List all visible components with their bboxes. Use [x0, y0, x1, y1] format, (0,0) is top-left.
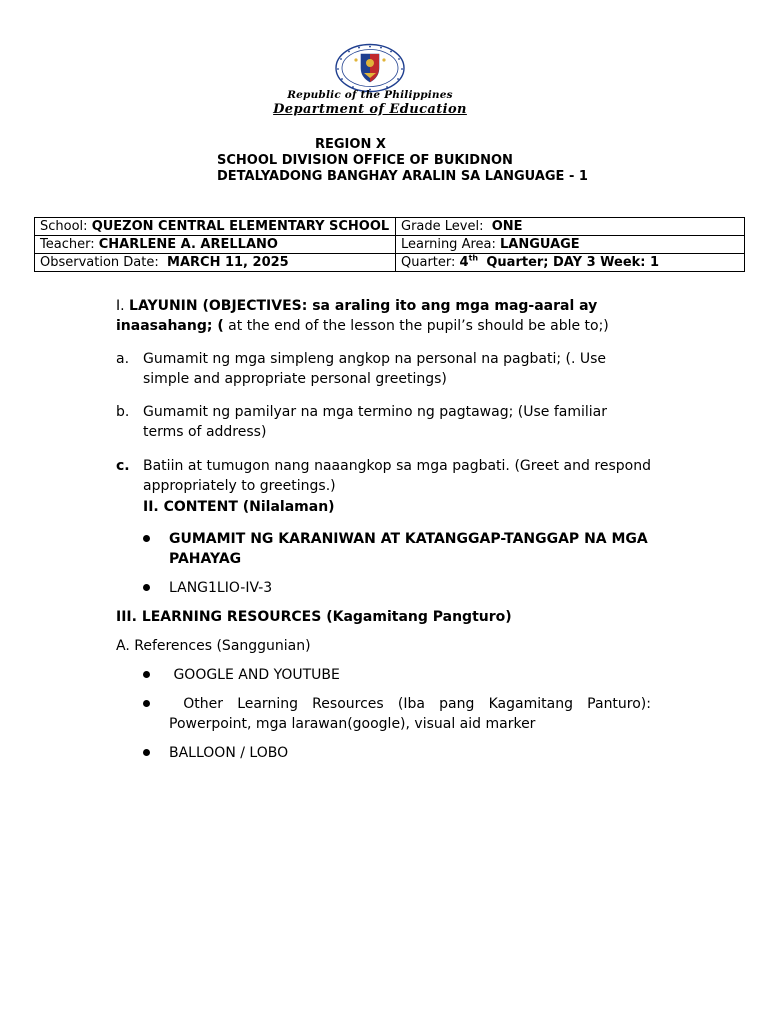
lesson-info-table: [34, 217, 745, 272]
resource-other: Other Learning Resources (Iba pang Kagamitang Panturo): Powerpoint, mga larawan(google), visual aid marker: [169, 696, 656, 732]
bullet-icon: [143, 671, 150, 678]
resource-google-youtube: GOOGLE AND YOUTUBE: [169, 667, 340, 683]
area-cell: [396, 236, 745, 254]
teacher-cell: [35, 236, 396, 254]
area-value: LANGUAGE: [500, 237, 580, 252]
objective-a-label: a.: [116, 351, 130, 367]
objective-b-text: Gumamit ng pamilyar na mga termino ng pagtawag; (Use familiar terms of address): [143, 404, 607, 440]
objective-b-label: b.: [116, 404, 130, 420]
bullet-icon: [143, 700, 150, 707]
deped-seal-logo: [333, 43, 407, 93]
objectives-heading: I. LAYUNIN (OBJECTIVES: sa araling ito ang mga mag-aaral ay inaasahang; ( at the end of the lesson the pupil’s should be able to;): [116, 298, 609, 334]
bullet-icon: [143, 535, 150, 542]
school-cell: [35, 218, 396, 236]
date-label: Observation Date:: [40, 255, 159, 270]
quarter-label: Quarter:: [401, 255, 456, 270]
teacher-label: Teacher:: [40, 237, 95, 252]
area-label: Learning Area:: [401, 237, 496, 252]
school-label: School:: [40, 219, 88, 234]
content-code: LANG1LIO-IV-3: [169, 580, 273, 596]
content-heading: II. CONTENT (Nilalaman): [143, 499, 335, 515]
division-heading: SCHOOL DIVISION OFFICE OF BUKIDNON: [217, 153, 513, 168]
objective-c-text: Batiin at tumugon nang naaangkop sa mga pagbati. (Greet and respond appropriately to greetings.): [143, 458, 651, 494]
teacher-value: CHARLENE A. ARELLANO: [98, 237, 278, 252]
region-heading: REGION X: [315, 137, 386, 152]
bullet-icon: [143, 584, 150, 591]
date-value: MARCH 11, 2025: [167, 255, 289, 270]
objective-c-label: c.: [116, 458, 130, 474]
table-row: [35, 254, 745, 272]
quarter-value: Quarter; DAY 3 Week: 1: [486, 255, 660, 270]
quarter-cell: [396, 254, 745, 272]
grade-value: ONE: [491, 219, 523, 234]
republic-heading: Republic of the Philippines: [287, 89, 453, 101]
date-cell: [35, 254, 396, 272]
quarter-number: 4th: [459, 253, 479, 270]
grade-cell: [396, 218, 745, 236]
references-heading: A. References (Sanggunian): [116, 638, 311, 654]
table-row: [35, 218, 745, 236]
resource-balloon: BALLOON / LOBO: [169, 745, 289, 761]
bullet-icon: [143, 749, 150, 756]
plan-title: DETALYADONG BANGHAY ARALIN SA LANGUAGE - 1: [217, 169, 588, 184]
resources-heading: III. LEARNING RESOURCES (Kagamitang Pangturo): [116, 609, 512, 625]
content-competency: GUMAMIT NG KARANIWAN AT KATANGGAP-TANGGAP NA MGA PAHAYAG: [169, 531, 648, 567]
grade-label: Grade Level:: [401, 219, 484, 234]
objective-a-text: Gumamit ng mga simpleng angkop na personal na pagbati; (. Use simple and appropriate personal greetings): [143, 351, 607, 387]
department-heading: Department of Education: [273, 102, 467, 117]
school-value: QUEZON CENTRAL ELEMENTARY SCHOOL: [91, 219, 390, 234]
table-row: [35, 236, 745, 254]
